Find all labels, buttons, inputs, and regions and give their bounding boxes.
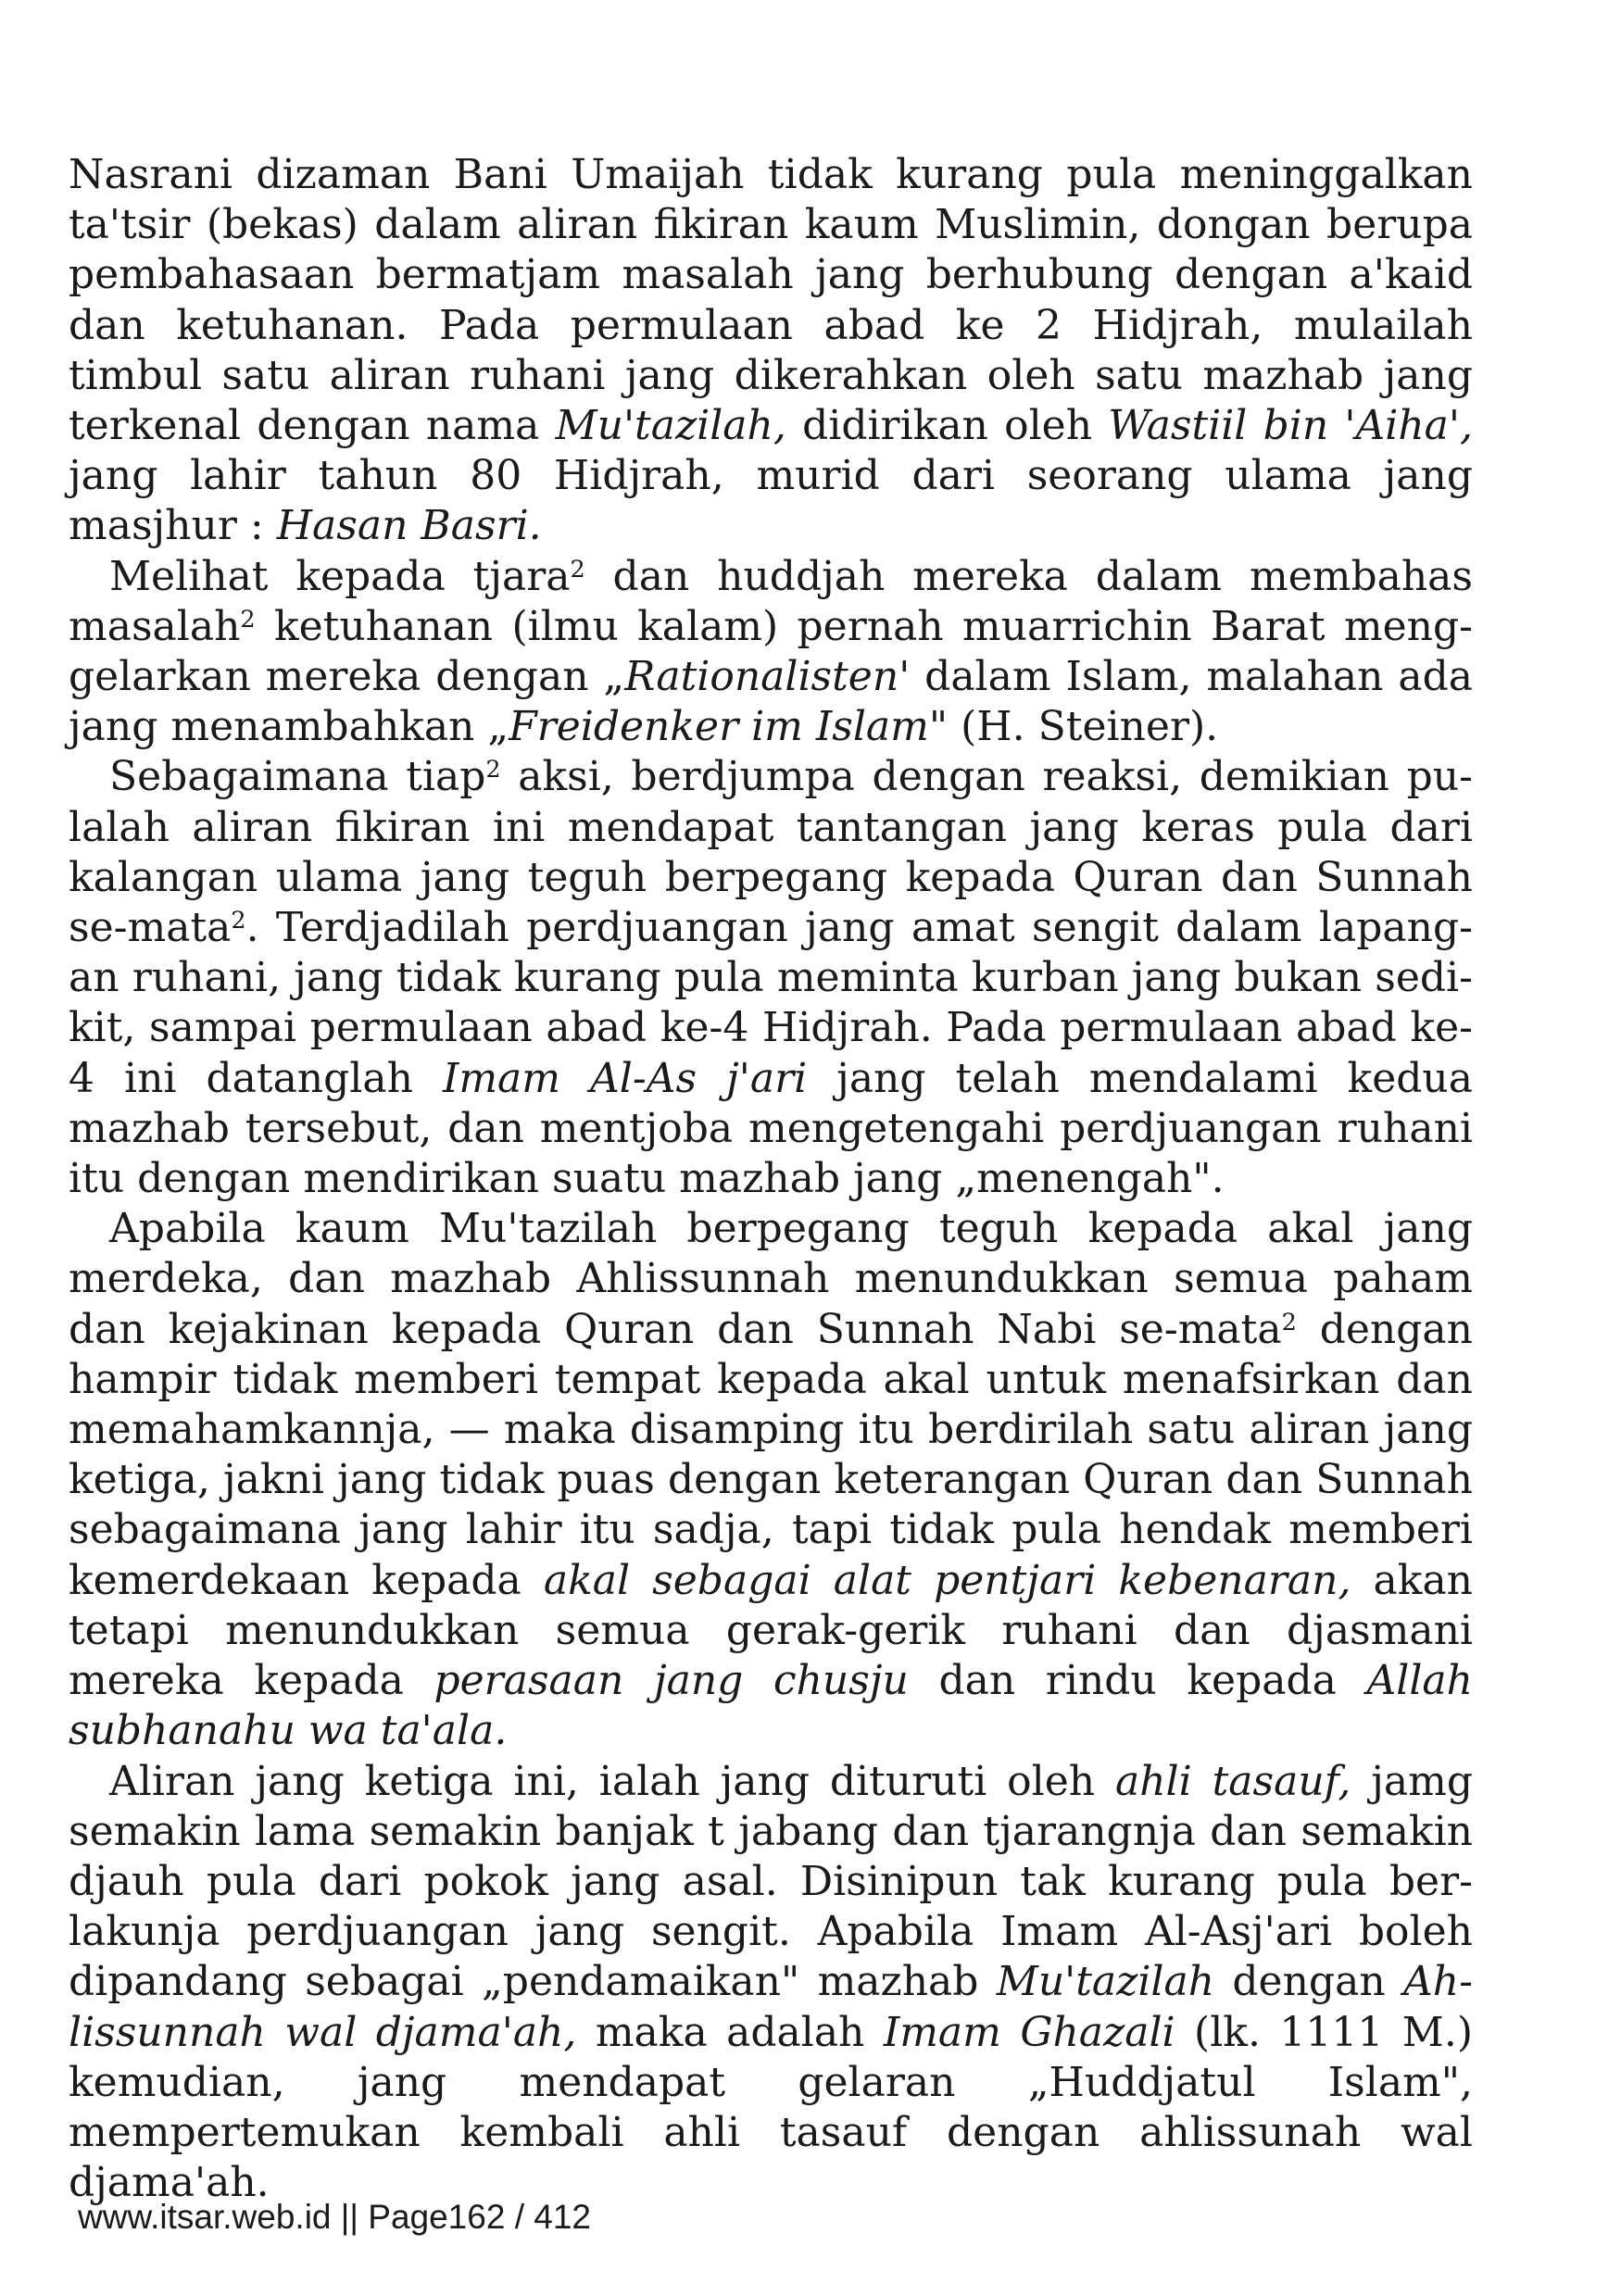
text-run: jang telah mendalami kedua mazhab tersebut, dan mentjoba mengetengahi perdjuangan ruhani itu dengan mendirikan suatu mazhab jang „menengah".	[69, 1054, 1473, 1203]
text-run: dan huddjah mereka dalam membahas masalah	[69, 552, 1473, 650]
text-run: jamg semakin lama semakin banjak t jabang dan tjarangnja dan semakin djauh pula dari pokok jang asal. Disinipun tak kurang pula berlakunja perdjuangan jang sengit. Apabila Imam Al-Asj'ari boleh dipandang sebagai „pendamaikan" mazhab	[69, 1757, 1474, 2006]
italic-text: Imam Ghazali	[883, 2008, 1175, 2056]
superscript-mark: 2	[570, 555, 585, 583]
text-run: dan rindu kepada	[908, 1657, 1367, 1705]
text-run: didirikan oleh	[785, 402, 1109, 450]
text-run: Nasrani dizaman Bani Umaijah tidak kurang pula meninggalkan ta'tsir (bekas) dalam aliran fikiran kaum Muslimin, dongan berupa pembahasaan bermatjam masalah jang berhubung dengan a'kaid dan ketuhanan. Pada permulaan abad ke 2 Hidjrah, mulailah timbul satu aliran ruhani jang dikerahkan oleh satu mazhab jang terkenal dengan nama	[69, 151, 1473, 450]
text-run: ' dalam Islam, malahan ada jang menambahkan „	[69, 653, 1473, 751]
paragraph-1	[69, 150, 1473, 552]
italic-text: Mu'tazilah,	[555, 402, 786, 450]
italic-text: Rationalisten	[624, 653, 899, 701]
italic-text: Imam Al-As j'ari	[442, 1054, 808, 1102]
text-run: jang lahir tahun 80 Hidjrah, murid dari seorang ulama jang masjhur :	[69, 452, 1473, 550]
italic-text: akal sebagai alat pentjari kebenaran,	[543, 1556, 1351, 1604]
text-run: Melihat kepada tjara	[109, 552, 571, 600]
superscript-mark: 2	[231, 907, 246, 935]
italic-text: Mu'tazilah	[996, 1958, 1215, 2006]
text-run: . Terdjadilah perdjuangan jang amat sengit dalam lapangan ruhani, jang tidak kurang pula meminta kurban jang bukan sedikit, sampai permulaan abad ke-4 Hidjrah. Pada permulaan abad ke-4 ini datanglah	[69, 904, 1473, 1102]
text-run: Apabila kaum Mu'tazilah berpegang teguh kepada akal jang merdeka, dan mazhab Ahlissunnah menundukkan semua paham dan kejakinan kepada Quran dan Sunnah Nabi se-mata	[69, 1205, 1473, 1353]
text-run: maka adalah	[576, 2008, 884, 2056]
text-run: akan tetapi menundukkan semua gerak-gerik ruhani dan djasmani mereka kepada	[69, 1556, 1474, 1705]
text-run: Sebagaimana tiap	[109, 753, 486, 801]
paragraph-5	[69, 1757, 1473, 2209]
text-run: dengan	[1214, 1958, 1403, 2006]
text-run: " (H. Steiner).	[928, 703, 1219, 751]
text-run: Aliran jang ketiga ini, ialah jang dituruti oleh	[109, 1757, 1115, 1805]
text-run: aksi, berdjumpa dengan reaksi, demikian pulalah aliran fikiran ini mendapat tantangan jang keras pula dari kalangan ulama jang teguh berpegang kepada Quran dan Sunnah se-mata	[69, 753, 1474, 952]
text-run: dengan hampir tidak memberi tempat kepada akal untuk menafsirkan dan memahamkannja, — maka disamping itu berdirilah satu aliran jang ketiga, jakni jang tidak puas dengan keterangan Quran dan Sunnah sebagaimana jang lahir itu sadja, tapi tidak pula hendak memberi kemerdekaan kepada	[69, 1305, 1473, 1604]
body-text	[69, 150, 1473, 2208]
paragraph-3	[69, 752, 1473, 1204]
superscript-mark: 2	[1281, 1308, 1297, 1336]
italic-text: ahli tasauf,	[1114, 1757, 1351, 1805]
text-run: ketuhanan (ilmu kalam) pernah muarrichin Barat menggelarkan mereka dengan „	[69, 602, 1473, 701]
italic-text: Hasan Basri.	[276, 502, 542, 550]
italic-text: Wastiil bin 'Aiha',	[1108, 402, 1473, 450]
page-footer: www.itsar.web.id || Page162 / 412	[78, 2198, 591, 2236]
italic-text: Ahlissunnah wal djama'ah,	[69, 1958, 1473, 2056]
paragraph-2	[69, 552, 1473, 753]
superscript-mark: 2	[240, 605, 256, 634]
italic-text: perasaan jang chusju	[434, 1657, 909, 1705]
italic-text: Freidenker im Islam	[509, 703, 929, 751]
italic-text: Allah subhanahu wa ta'ala.	[69, 1657, 1473, 1755]
paragraph-4	[69, 1204, 1473, 1756]
text-run: (lk. 1111 M.) kemudian, jang mendapat gelaran „Huddjatul Islam", mempertemukan kembali ahli tasauf dengan ahlissunah wal djama'ah.	[69, 2008, 1473, 2207]
superscript-mark: 2	[485, 756, 501, 784]
